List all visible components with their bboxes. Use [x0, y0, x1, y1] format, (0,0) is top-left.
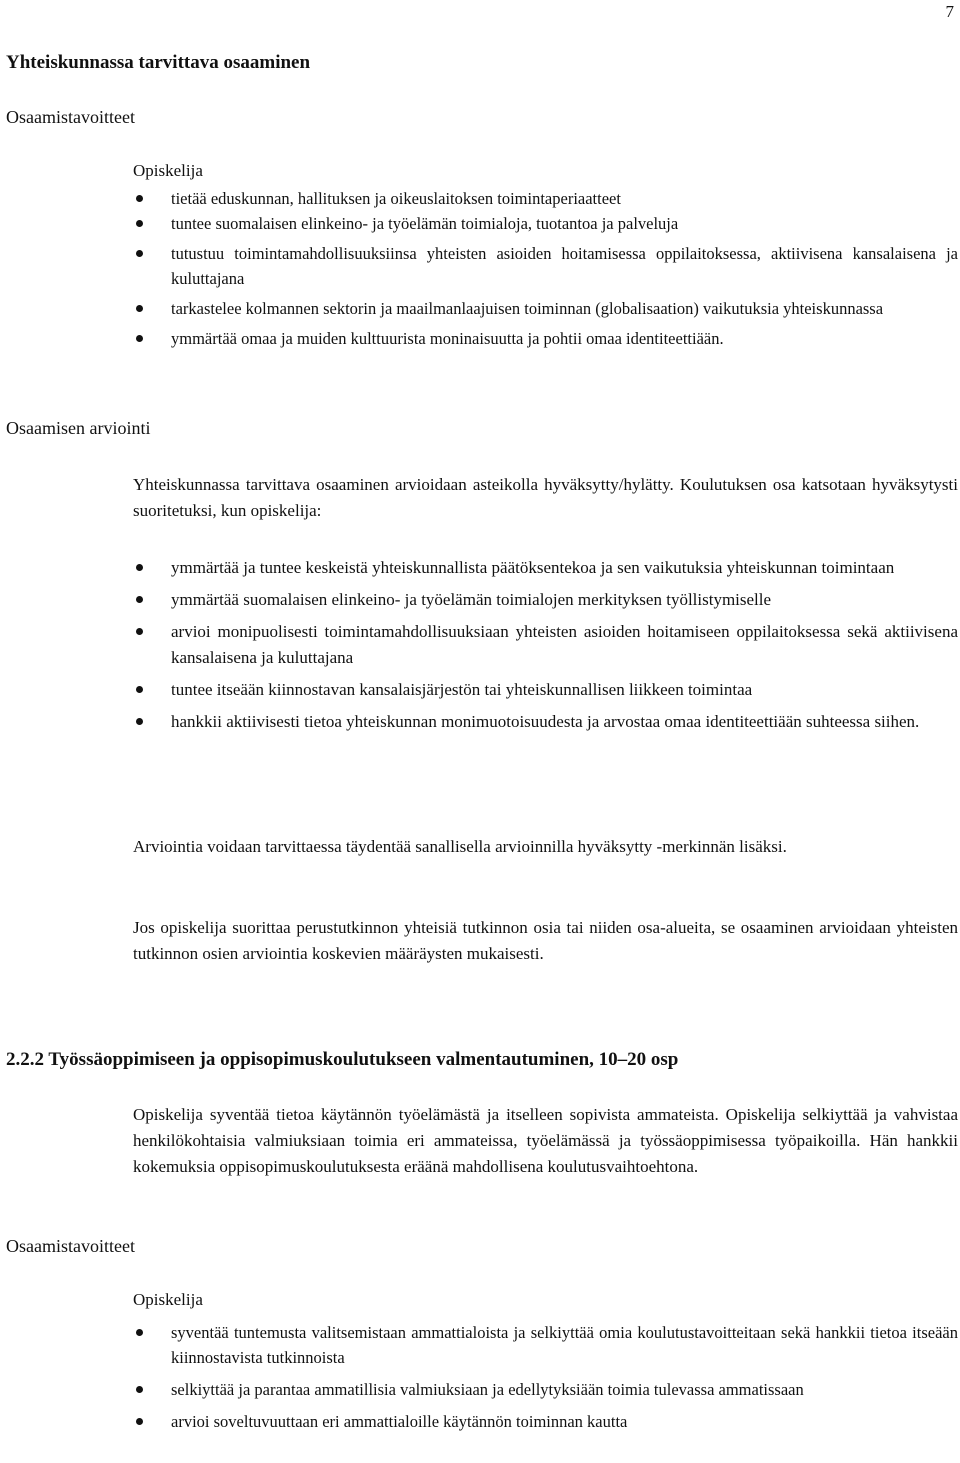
- page-number: 7: [945, 2, 954, 21]
- bullet-icon: [136, 250, 143, 257]
- list-item: selkiyttää ja parantaa ammatillisia valmiuksiaan ja edellytyksiään toimia tulevassa ammatissaan: [133, 1377, 958, 1402]
- list-item: hankkii aktiivisesti tietoa yhteiskunnan monimuotoisuudesta ja arvostaa omaa identiteettiään suhteessa siihen.: [133, 709, 958, 735]
- list-item: ymmärtää omaa ja muiden kulttuurista moninaisuutta ja pohtii omaa identiteettiään.: [133, 326, 958, 351]
- bullet-icon: [136, 564, 143, 571]
- assessment-note-common-units: Jos opiskelija suorittaa perustutkinnon yhteisiä tutkinnon osia tai niiden osa-alueita, se osaaminen arvioidaan yhteisten tutkinnon osien arviointia koskevien määräysten mukaisesti.: [133, 918, 958, 963]
- assessment-label: Osaamisen arviointi: [6, 418, 151, 438]
- bullet-icon: [136, 686, 143, 693]
- goals-list: [133, 186, 958, 351]
- bullet-icon: [136, 596, 143, 603]
- section-intro: Opiskelija syventää tietoa käytännön työelämästä ja itselleen sopivista ammateista. Opiskelija selkiyttää ja vahvistaa henkilökohtaisia valmiuksiaan toimia eri ammateissa, työelämässä ja työssäoppimisessa työpaikoilla. Hän hankkii kokemuksia oppisopimuskoulutuksesta eräänä mahdollisena koulutusvaihtoehtona.: [133, 1105, 958, 1176]
- goals-label: Osaamistavoitteet: [6, 107, 135, 127]
- bullet-icon: [136, 628, 143, 635]
- list-item: tietää eduskunnan, hallituksen ja oikeuslaitoksen toimintaperiaatteet: [133, 186, 958, 211]
- list-item: syventää tuntemusta valitsemistaan ammattialoista ja selkiyttää omia koulutustavoitteitaan sekä hankkii tietoa itseään kiinnostavista tutkinnoista: [133, 1320, 958, 1370]
- list-item: tuntee suomalaisen elinkeino- ja työelämän toimialoja, tuotantoa ja palveluja: [133, 211, 958, 236]
- assessment-note-verbal: Arviointia voidaan tarvittaessa täydentää sanallisella arvioinnilla hyväksytty -merkinnän lisäksi.: [133, 837, 787, 856]
- assessment-intro: Yhteiskunnassa tarvittava osaaminen arvioidaan asteikolla hyväksytty/hylätty. Koulutuksen osa katsotaan hyväksytysti suoritetuksi, kun opiskelija:: [133, 475, 958, 520]
- list-item: tutustuu toimintamahdollisuuksiinsa yhteisten asioiden hoitamisessa oppilaitoksessa, aktiivisena kansalaisena ja kuluttajana: [133, 241, 958, 291]
- list-item: tuntee itseään kiinnostavan kansalaisjärjestön tai yhteiskunnallisen liikkeen toimintaa: [133, 677, 958, 703]
- list-item: arvioi soveltuvuuttaan eri ammattialoille käytännön toiminnan kautta: [133, 1409, 958, 1434]
- list-item: arvioi monipuolisesti toimintamahdollisuuksiaan yhteisten asioiden hoitamiseen oppilaitoksessa sekä aktiivisena kansalaisena ja kuluttajana: [133, 619, 958, 671]
- goals-block: [133, 158, 958, 351]
- bullet-icon: [136, 195, 143, 202]
- bullet-icon: [136, 1386, 143, 1393]
- bullet-icon: [136, 718, 143, 725]
- bullet-icon: [136, 220, 143, 227]
- section-title: Yhteiskunnassa tarvittava osaaminen: [6, 52, 311, 73]
- bullet-icon: [136, 1329, 143, 1336]
- student-label: Opiskelija: [133, 161, 203, 180]
- bullet-icon: [136, 305, 143, 312]
- bullet-icon: [136, 335, 143, 342]
- criteria-list: [133, 555, 958, 735]
- list-item: ymmärtää suomalaisen elinkeino- ja työelämän toimialojen merkityksen työllistymiselle: [133, 587, 958, 613]
- list-item: ymmärtää ja tuntee keskeistä yhteiskunnallista päätöksentekoa ja sen vaikutuksia yhteiskunnan toimintaan: [133, 555, 958, 581]
- list-item: tarkastelee kolmannen sektorin ja maailmanlaajuisen toiminnan (globalisaation) vaikutuksia yhteiskunnassa: [133, 296, 958, 321]
- bullet-icon: [136, 1418, 143, 1425]
- goals-list: [133, 1320, 958, 1434]
- section-title: 2.2.2 Työssäoppimiseen ja oppisopimuskoulutukseen valmentautuminen, 10–20 osp: [6, 1049, 679, 1070]
- student-label: Opiskelija: [133, 1290, 203, 1309]
- goals-label: Osaamistavoitteet: [6, 1236, 135, 1256]
